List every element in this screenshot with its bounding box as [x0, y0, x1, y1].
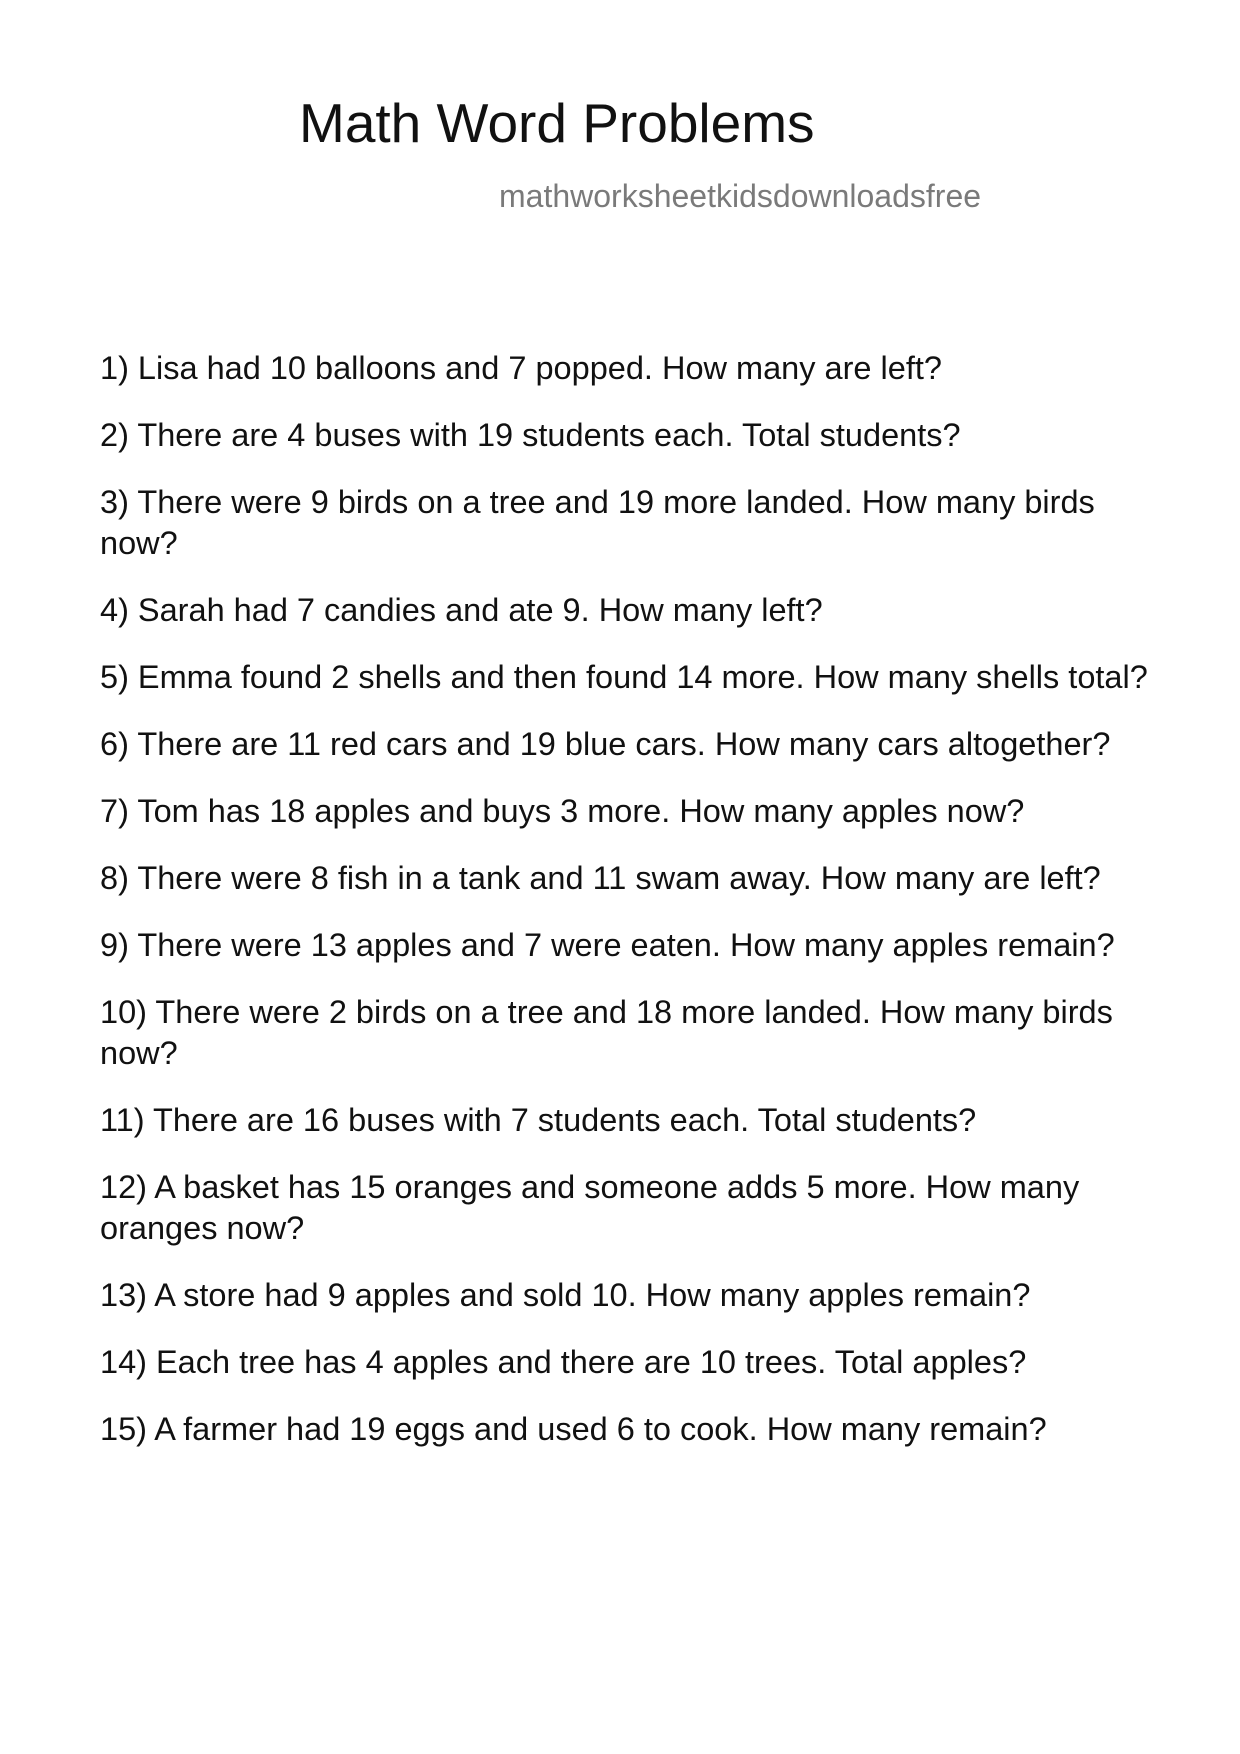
problem-7: 7) Tom has 18 apples and buys 3 more. How many apples now?: [100, 793, 1025, 829]
problem-15: 15) A farmer had 19 eggs and used 6 to cook. How many remain?: [100, 1411, 1047, 1447]
page-title: Math Word Problems: [299, 92, 815, 154]
problem-1: 1) Lisa had 10 balloons and 7 popped. How many are left?: [100, 350, 942, 386]
problem-13: 13) A store had 9 apples and sold 10. How many apples remain?: [100, 1277, 1031, 1313]
problem-11: 11) There are 16 buses with 7 students each. Total students?: [100, 1102, 977, 1138]
problem-2: 2) There are 4 buses with 19 students each. Total students?: [100, 417, 961, 453]
problem-9: 9) There were 13 apples and 7 were eaten. How many apples remain?: [100, 927, 1115, 963]
problem-8: 8) There were 8 fish in a tank and 11 swam away. How many are left?: [100, 860, 1101, 896]
page-subtitle: mathworksheetkidsdownloadsfree: [499, 178, 982, 214]
problem-list: [100, 348, 1160, 1476]
problem-3: 3) There were 9 birds on a tree and 19 more landed. How many birds now?: [100, 484, 1095, 561]
problem-5: 5) Emma found 2 shells and then found 14 more. How many shells total?: [100, 659, 1148, 695]
problem-6: 6) There are 11 red cars and 19 blue cars. How many cars altogether?: [100, 726, 1111, 762]
problem-12: 12) A basket has 15 oranges and someone adds 5 more. How many oranges now?: [100, 1169, 1080, 1246]
problem-14: 14) Each tree has 4 apples and there are 10 trees. Total apples?: [100, 1344, 1027, 1380]
problem-10: 10) There were 2 birds on a tree and 18 more landed. How many birds now?: [100, 994, 1113, 1071]
problem-4: 4) Sarah had 7 candies and ate 9. How many left?: [100, 592, 823, 628]
